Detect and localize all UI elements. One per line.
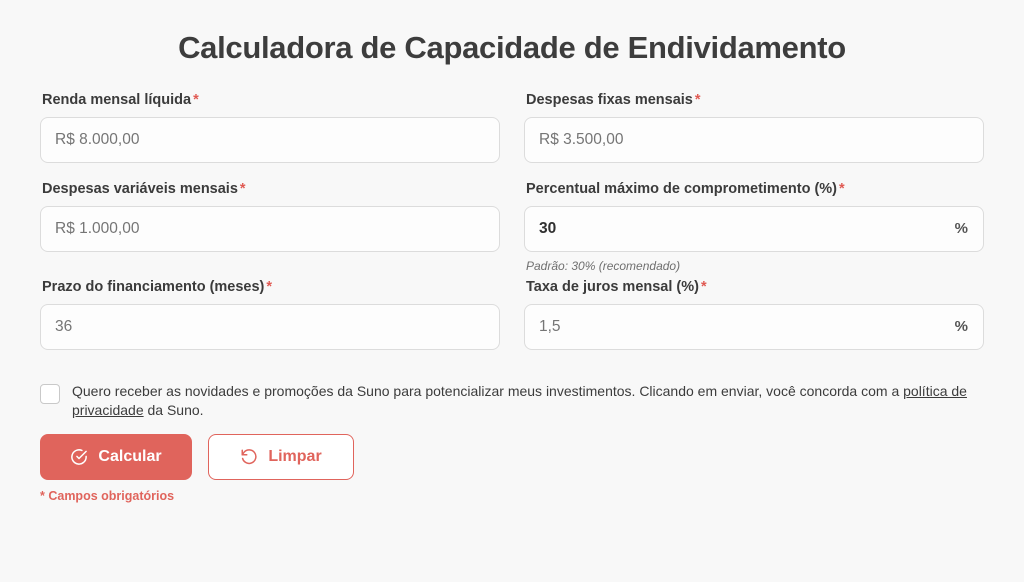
label-text-despesas-fixas: Despesas fixas mensais	[526, 92, 693, 108]
label-text-juros: Taxa de juros mensal (%)	[526, 279, 699, 295]
required-marker-juros: *	[700, 279, 707, 295]
label-renda-mensal-liquida	[42, 92, 500, 108]
check-circle-icon	[70, 448, 88, 466]
page-title: Calculadora de Capacidade de Endividamento	[178, 30, 846, 65]
renda-mensal-liquida-input[interactable]	[40, 117, 500, 163]
despesas-fixas-input[interactable]	[524, 117, 984, 163]
percent-suffix-icon-juros: %	[954, 318, 968, 335]
field-percentual-maximo	[524, 181, 984, 273]
percentual-maximo-input[interactable]	[524, 206, 984, 252]
field-despesas-variaveis	[40, 181, 500, 273]
label-despesas-variaveis	[42, 181, 500, 197]
prazo-financiamento-input[interactable]	[40, 304, 500, 350]
consent-row	[40, 382, 984, 420]
calculate-button[interactable]	[40, 434, 192, 480]
consent-text	[72, 382, 984, 420]
clear-button-label: Limpar	[268, 448, 322, 465]
label-prazo-financiamento	[42, 279, 500, 295]
form-grid	[40, 92, 984, 368]
required-fields-note: * Campos obrigatórios	[40, 489, 175, 503]
required-marker-despesas-variaveis: *	[239, 181, 246, 197]
field-despesas-fixas	[524, 92, 984, 163]
button-row	[40, 434, 984, 480]
label-text-prazo: Prazo do financiamento (meses)	[42, 279, 265, 295]
calculate-button-label: Calcular	[98, 448, 162, 465]
required-marker-renda: *	[193, 92, 199, 108]
input-wrap-despesas-variaveis	[40, 206, 500, 252]
required-marker-percentual: *	[839, 181, 845, 197]
input-wrap-prazo	[40, 304, 500, 350]
label-despesas-fixas	[526, 92, 984, 108]
input-wrap-renda	[40, 117, 500, 163]
field-taxa-juros	[524, 279, 984, 350]
label-text-percentual: Percentual máximo de comprometimento (%)	[526, 181, 838, 197]
label-taxa-juros	[526, 279, 984, 295]
hint-spacer	[40, 252, 500, 271]
consent-text-after: da Suno.	[143, 402, 204, 418]
consent-text-before: Quero receber as novidades e promoções da Suno para potencializar meus investimentos. Clicando em enviar, você concorda com a	[72, 383, 904, 399]
percent-suffix-icon: %	[954, 220, 968, 237]
input-wrap-juros	[524, 304, 984, 350]
required-marker-prazo: *	[266, 279, 273, 295]
label-text-despesas-variaveis: Despesas variáveis mensais	[42, 181, 238, 197]
clear-button[interactable]	[208, 434, 354, 480]
field-prazo-financiamento	[40, 279, 500, 350]
reset-icon	[240, 448, 258, 466]
percentual-hint: Padrão: 30% (recomendado)	[526, 259, 681, 273]
input-wrap-despesas-fixas	[524, 117, 984, 163]
input-wrap-percentual	[524, 206, 984, 252]
label-text-renda: Renda mensal líquida	[42, 92, 192, 108]
label-percentual-maximo	[526, 181, 984, 197]
required-marker-despesas-fixas: *	[694, 92, 701, 108]
newsletter-checkbox[interactable]	[40, 384, 60, 404]
field-renda-mensal-liquida	[40, 92, 500, 163]
taxa-juros-input[interactable]	[524, 304, 984, 350]
privacy-policy-link[interactable]: política de privacidade	[72, 383, 967, 418]
despesas-variaveis-input[interactable]	[40, 206, 500, 252]
